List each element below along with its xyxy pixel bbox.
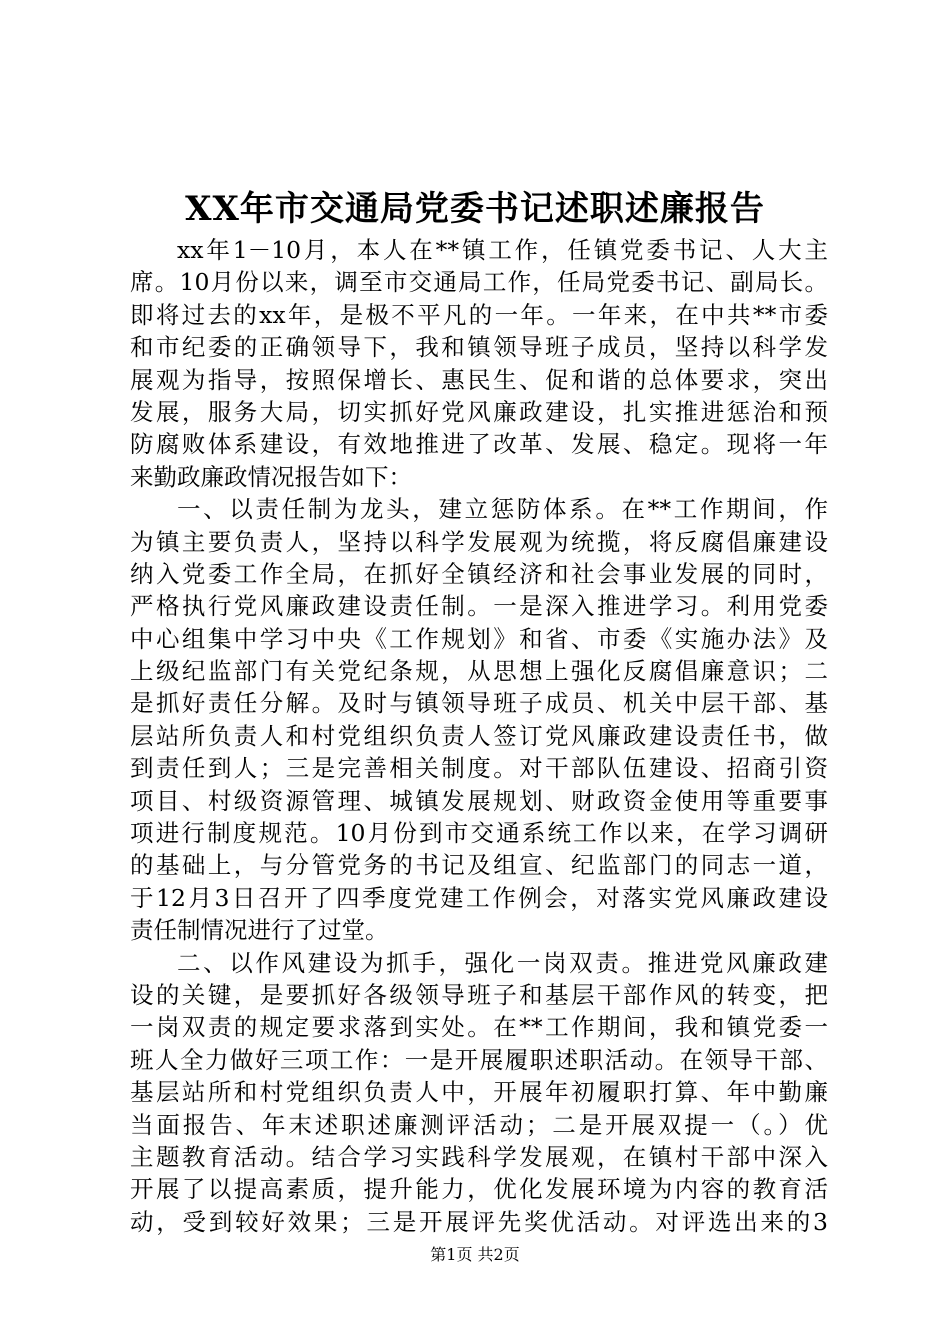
page-number-footer: 第1页 共2页	[430, 1245, 520, 1264]
text-line: xx年1－10月，本人在**镇工作，任镇党委书记、人大主	[177, 236, 828, 264]
text-line: 责任制情况进行了过堂。	[130, 916, 389, 945]
text-line: 严格执行党风廉政建设责任制。一是深入推进学习。利用党委	[130, 592, 828, 621]
text-line: 的基础上，与分管党务的书记及组宣、纪监部门的同志一道，	[130, 851, 828, 880]
text-line: 设的关键，是要抓好各级领导班子和基层干部作风的转变，把	[130, 980, 828, 1009]
text-line: 发展，服务大局，切实抓好党风廉政建设，扎实推进惩治和预	[130, 397, 828, 426]
document-title: XX年市交通局党委书记述职述廉报告	[185, 189, 765, 229]
text-line: 是抓好责任分解。及时与镇领导班子成员、机关中层干部、基	[130, 689, 828, 718]
text-line: 基层站所和村党组织负责人中，开展年初履职打算、年中勤廉	[130, 1078, 828, 1107]
text-line: 中心组集中学习中央《工作规划》和省、市委《实施办法》及	[130, 624, 828, 653]
text-line: 来勤政廉政情况报告如下：	[130, 462, 412, 491]
text-line: 席。10月份以来，调至市交通局工作，任局党委书记、副局长。	[130, 268, 828, 297]
text-line: 主题教育活动。结合学习实践科学发展观，在镇村干部中深入	[130, 1142, 828, 1171]
text-line: 层站所负责人和村党组织负责人签订党风廉政建设责任书，做	[130, 721, 828, 750]
text-line: 于12月3日召开了四季度党建工作例会，对落实党风廉政建设	[130, 883, 828, 912]
text-line: 即将过去的xx年，是极不平凡的一年。一年来，在中共**市委	[130, 300, 828, 329]
text-line: 动，受到较好效果；三是开展评先奖优活动。对评选出来的3	[130, 1207, 828, 1236]
text-line: 一、以责任制为龙头，建立惩防体系。在**工作期间，作	[177, 495, 828, 524]
text-line: 项进行制度规范。10月份到市交通系统工作以来，在学习调研	[130, 819, 828, 848]
text-line: 到责任到人；三是完善相关制度。对干部队伍建设、招商引资	[130, 754, 828, 783]
text-line: 一岗双责的规定要求落到实处。在**工作期间，我和镇党委一	[130, 1013, 828, 1042]
document-body	[130, 234, 828, 1238]
text-line: 班人全力做好三项工作：一是开展履职述职活动。在领导干部、	[130, 1045, 828, 1074]
text-line: 当面报告、年末述职述廉测评活动；二是开展双提一（。）优	[130, 1110, 828, 1139]
text-line: 开展了以提高素质，提升能力，优化发展环境为内容的教育活	[130, 1175, 828, 1204]
text-line: 纳入党委工作全局，在抓好全镇经济和社会事业发展的同时，	[130, 559, 828, 588]
text-line: 为镇主要负责人，坚持以科学发展观为统揽，将反腐倡廉建设	[130, 527, 828, 556]
text-line: 上级纪监部门有关党纪条规，从思想上强化反腐倡廉意识；二	[130, 657, 828, 686]
text-line: 防腐败体系建设，有效地推进了改革、发展、稳定。现将一年	[130, 430, 828, 459]
text-line: 项目、村级资源管理、城镇发展规划、财政资金使用等重要事	[130, 786, 828, 815]
text-line: 二、以作风建设为抓手，强化一岗双责。推进党风廉政建	[177, 948, 828, 977]
text-line: 和市纪委的正确领导下，我和镇领导班子成员，坚持以科学发	[130, 333, 828, 362]
text-line: 展观为指导，按照保增长、惠民生、促和谐的总体要求，突出	[130, 365, 828, 394]
